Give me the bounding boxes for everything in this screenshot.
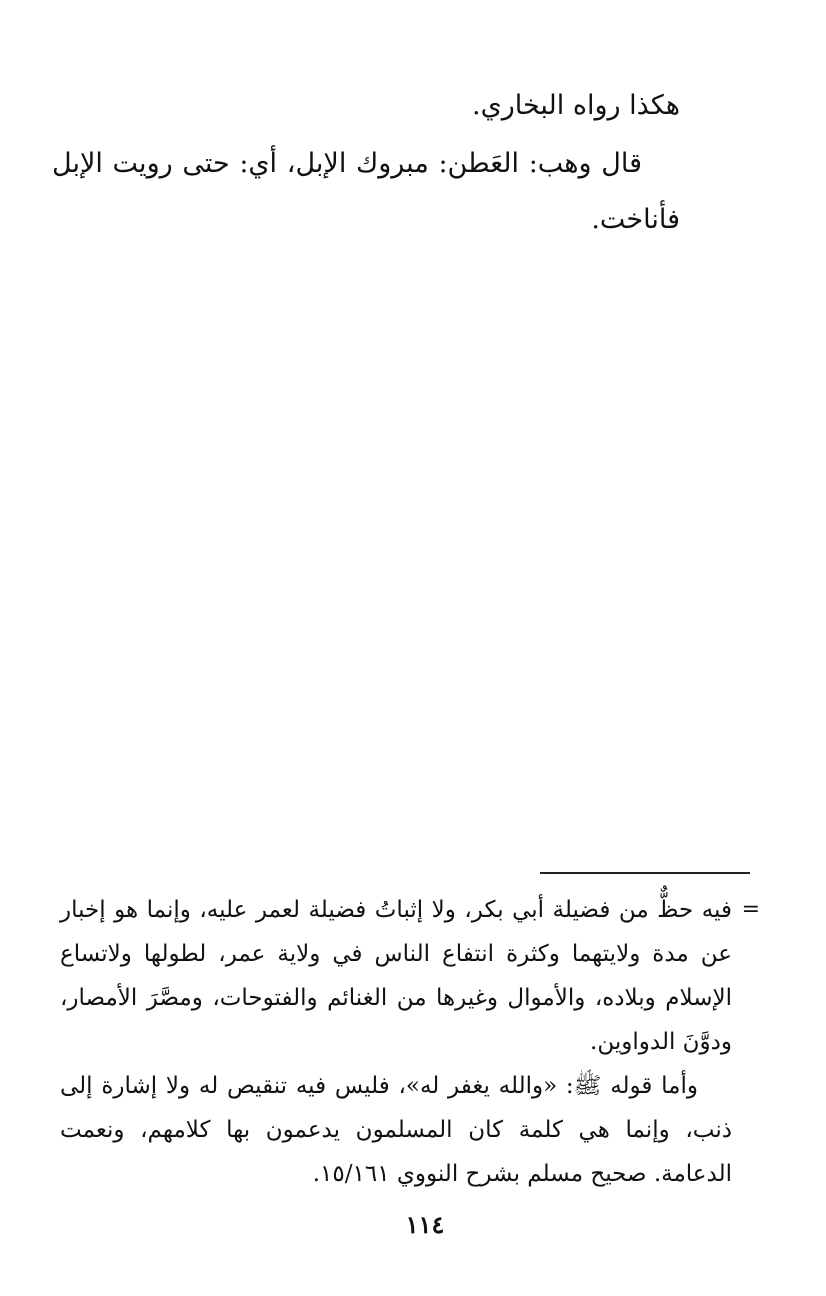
footnote-paragraph: فيه حظٌّ من فضيلة أبي بكر، ولا إثباتُ فضيلة لعمر عليه، وإنما هو إخبار عن مدة ولايتهما وكثرة انتفاع الناس في ولاية عمر، لطولها ولاتساع الإسلام وبلاده، والأموال وغيرها من الغنائم والفتوحات، ومصَّرَ الأمصار، ودوَّنَ الدواوين. bbox=[60, 897, 732, 1055]
main-text-line: هكذا رواه البخاري. bbox=[472, 90, 680, 121]
page-number: ١١٤ bbox=[405, 1210, 445, 1239]
main-paragraph-text: قال وهب: العَطن: مبروك الإبل، أي: حتى رويت الإبل فأناخت. bbox=[52, 148, 680, 235]
footnote-separator bbox=[540, 872, 750, 874]
footnote-continuation-marker: = bbox=[741, 897, 760, 922]
footnotes-section bbox=[60, 888, 760, 1196]
main-text-paragraph bbox=[52, 136, 680, 248]
footnote-paragraph: وأما قوله ﷺ: «والله يغفر له»، فليس فيه تنقيص له ولا إشارة إلى ذنب، وإنما هي كلمة كان المسلمون يدعمون بها كلامهم، ونعمت الدعامة. صحيح مسلم بشرح النووي ١٥/١٦١. bbox=[60, 1073, 732, 1187]
